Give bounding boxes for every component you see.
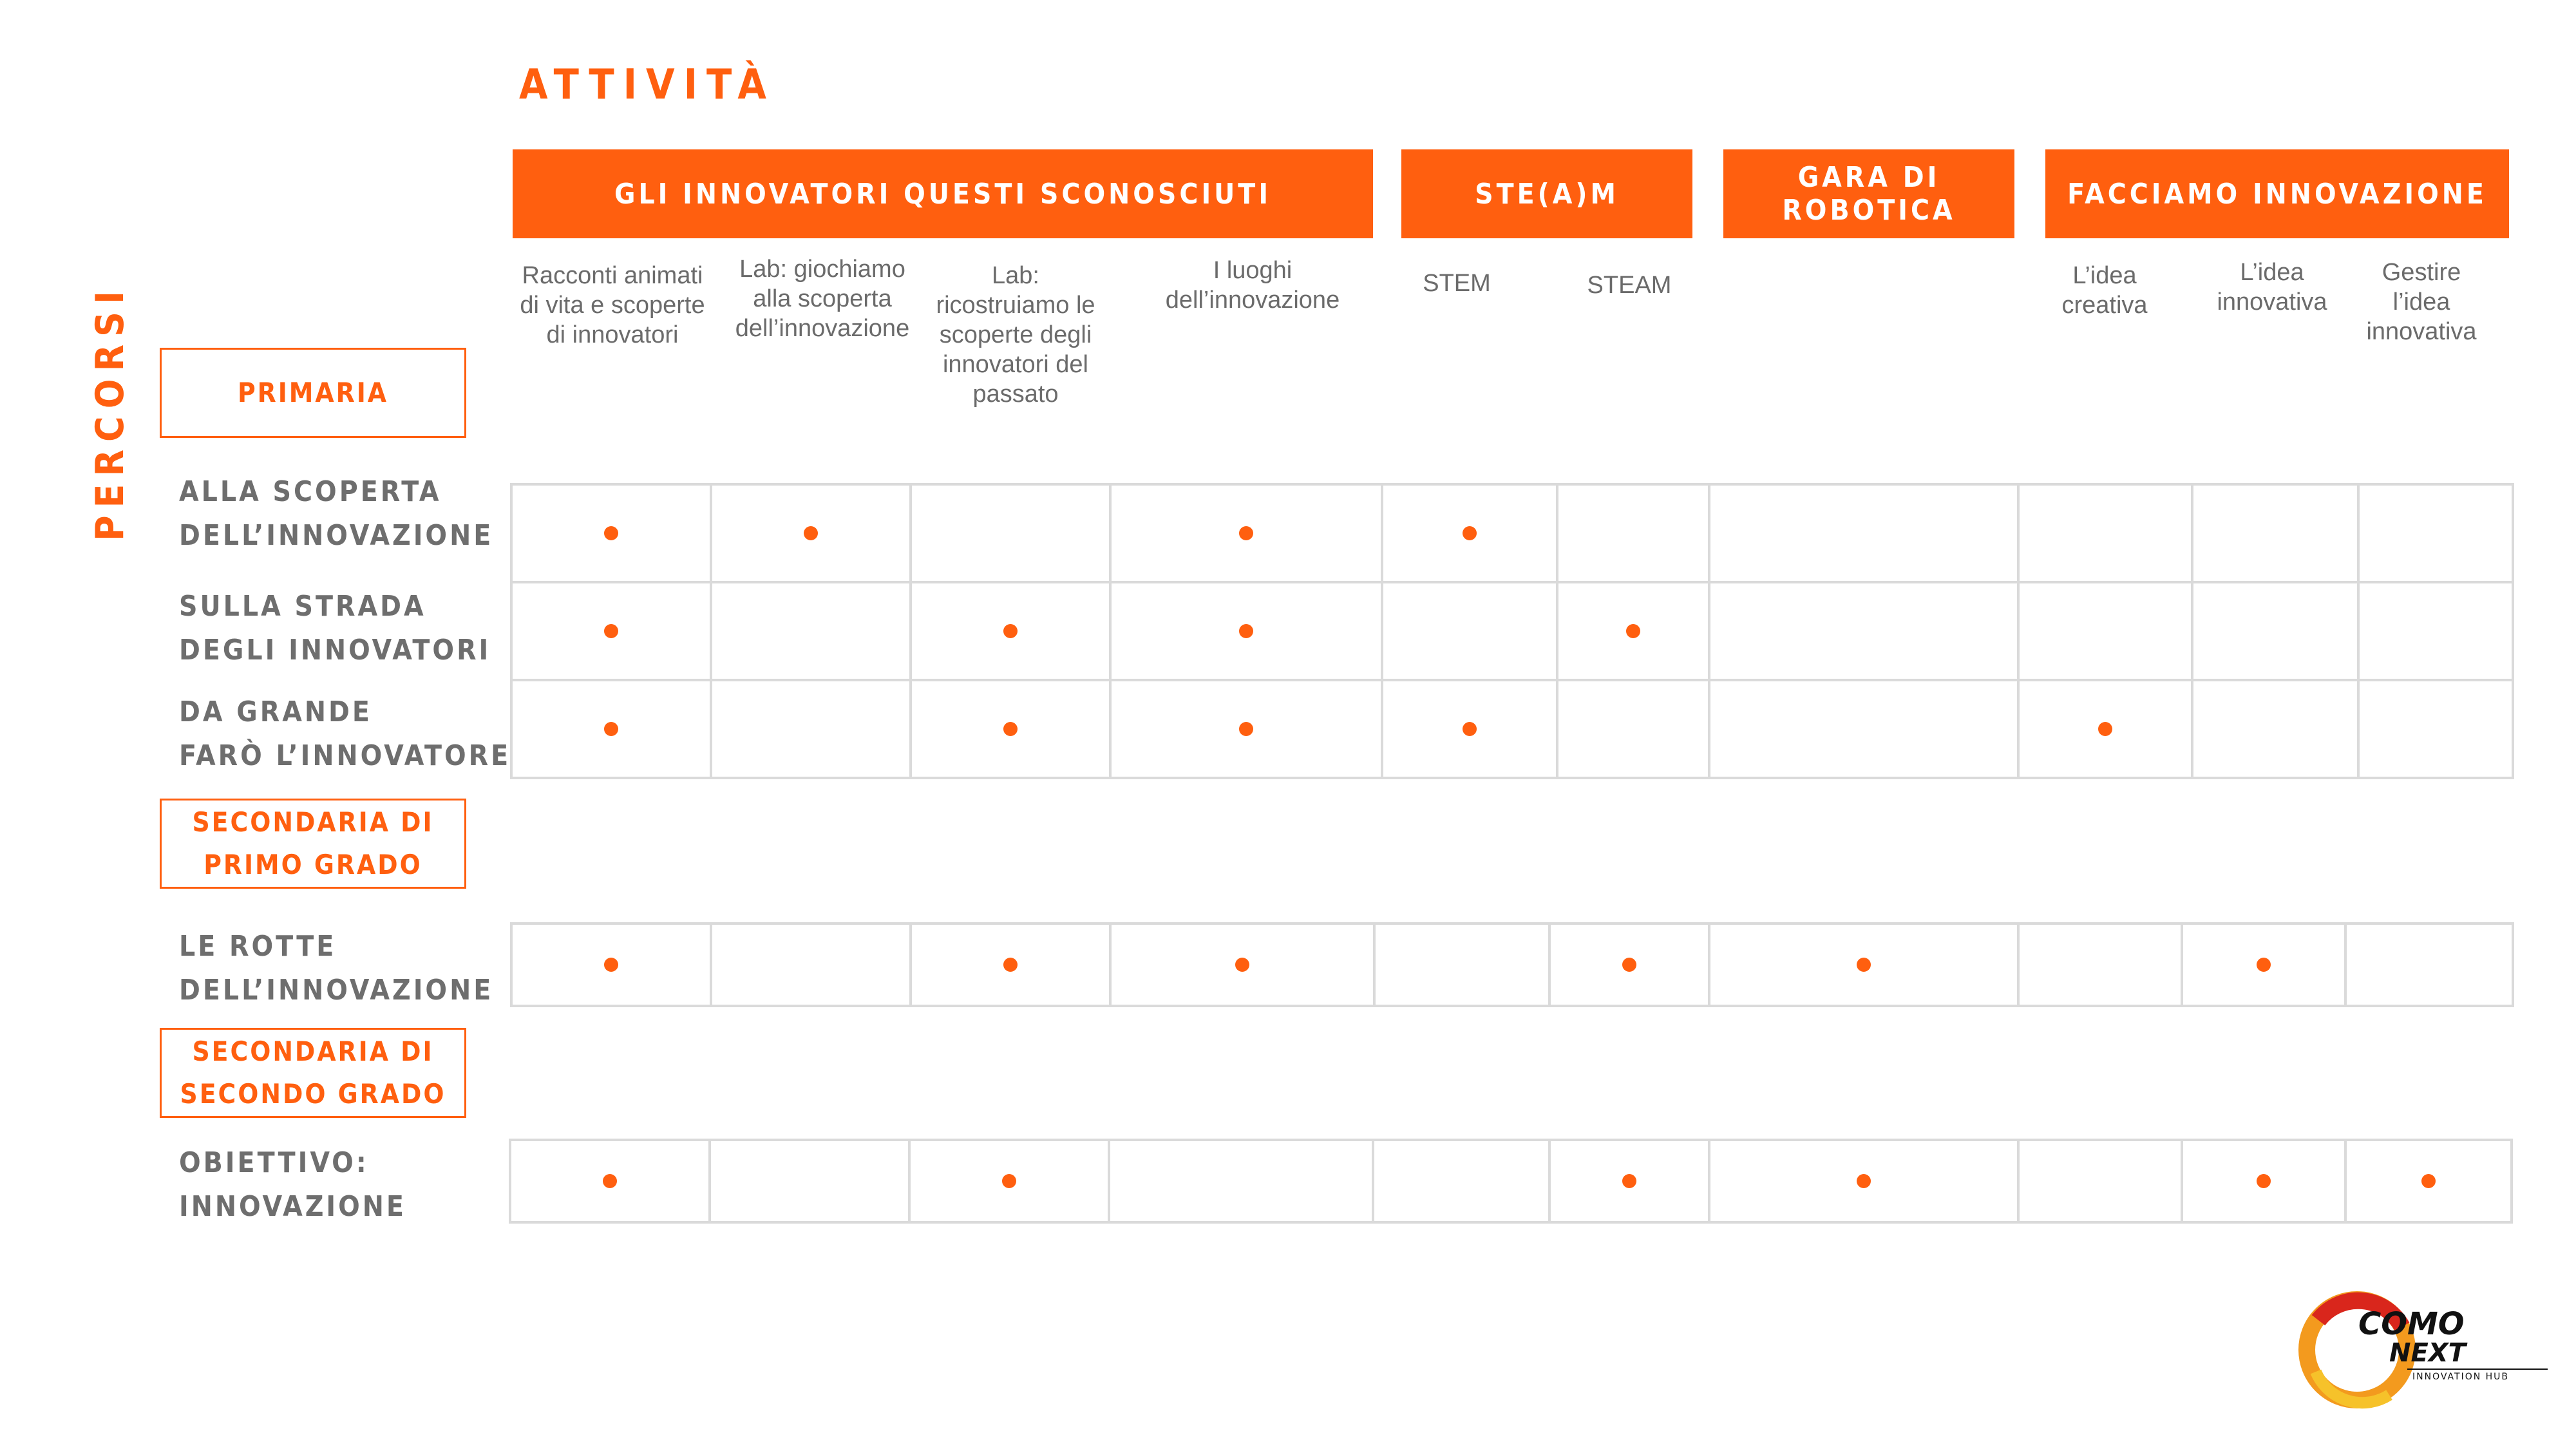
grid-cell bbox=[1374, 923, 1549, 1006]
grid-cell bbox=[511, 484, 711, 582]
activity-header-steam: STE(A)M bbox=[1401, 149, 1692, 238]
grid-cell bbox=[1557, 582, 1709, 680]
grid-cell bbox=[1709, 923, 2018, 1006]
grid-cell bbox=[711, 923, 911, 1006]
grid-cell bbox=[2018, 484, 2192, 582]
grid-cell bbox=[2192, 484, 2358, 582]
grid-cell bbox=[2018, 680, 2192, 778]
svg-text:NEXT: NEXT bbox=[2389, 1338, 2466, 1368]
path-label-sulla-strada: SULLA STRADA DEGLI INNOVATORI bbox=[179, 590, 491, 667]
subactivity-gestire-idea: Gestire l’idea innovativa bbox=[2366, 259, 2477, 345]
grid-cell bbox=[1373, 1140, 1549, 1222]
path-label-da-grande: DA GRANDE FARÒ L’INNOVATORE bbox=[179, 696, 511, 772]
grid-cell bbox=[1709, 484, 2018, 582]
grid-cell bbox=[1549, 1140, 1709, 1222]
grid-cell bbox=[1110, 680, 1382, 778]
grid-primaria bbox=[510, 483, 2514, 779]
bullet-dot-icon bbox=[1003, 958, 1018, 972]
bullet-dot-icon bbox=[1235, 958, 1249, 972]
grid-cell bbox=[1709, 582, 2018, 680]
bullet-dot-icon bbox=[2098, 722, 2112, 736]
grid-cell bbox=[1382, 582, 1557, 680]
table-row bbox=[511, 484, 2513, 582]
table-row bbox=[510, 1140, 2512, 1222]
grid-cell bbox=[2345, 1140, 2512, 1222]
subactivity-idea-innovativa: L’idea innovativa bbox=[2217, 259, 2327, 316]
bullet-dot-icon bbox=[1622, 1174, 1636, 1188]
grid-cell bbox=[710, 1140, 909, 1222]
bullet-dot-icon bbox=[603, 1174, 617, 1188]
grid-cell bbox=[711, 582, 911, 680]
logo-swirl-icon bbox=[2293, 1282, 2550, 1417]
grid-cell bbox=[911, 680, 1110, 778]
bullet-dot-icon bbox=[1003, 624, 1018, 638]
activity-header-robotica: GARA DI ROBOTICA bbox=[1723, 149, 2014, 238]
bullet-dot-icon bbox=[1002, 1174, 1016, 1188]
bullet-dot-icon bbox=[604, 722, 618, 736]
grid-cell bbox=[1709, 680, 2018, 778]
grid-cell bbox=[1549, 923, 1709, 1006]
grid-cell bbox=[2018, 923, 2182, 1006]
grid-cell bbox=[911, 484, 1110, 582]
grid-cell bbox=[711, 680, 911, 778]
subactivity-idea-creativa: L’idea creativa bbox=[2061, 262, 2148, 319]
bullet-dot-icon bbox=[604, 624, 618, 638]
grid-cell bbox=[511, 923, 711, 1006]
bullet-dot-icon bbox=[1622, 958, 1636, 972]
bullet-dot-icon bbox=[2421, 1174, 2436, 1188]
grid-cell bbox=[2358, 680, 2513, 778]
bullet-dot-icon bbox=[1857, 1174, 1871, 1188]
grid-cell bbox=[911, 582, 1110, 680]
school-level-secondaria-primo: SECONDARIA DI PRIMO GRADO bbox=[160, 799, 466, 889]
subactivity-luoghi: I luoghi dell’innovazione bbox=[1165, 257, 1340, 314]
subactivity-stem: STEM bbox=[1423, 270, 1491, 297]
grid-cell bbox=[2182, 923, 2345, 1006]
grid-cell bbox=[911, 923, 1110, 1006]
grid-cell bbox=[2192, 582, 2358, 680]
table-row bbox=[511, 923, 2513, 1006]
grid-cell bbox=[2345, 923, 2513, 1006]
bullet-dot-icon bbox=[1239, 722, 1253, 736]
bullet-dot-icon bbox=[1857, 958, 1871, 972]
table-row bbox=[511, 582, 2513, 680]
comonext-logo bbox=[2293, 1282, 2550, 1417]
grid-cell bbox=[2358, 582, 2513, 680]
grid-cell bbox=[511, 582, 711, 680]
subactivity-steam: STEAM bbox=[1587, 272, 1672, 299]
page-title: ATTIVITÀ bbox=[519, 61, 775, 109]
school-level-primaria: PRIMARIA bbox=[160, 348, 466, 438]
subactivity-lab-ricostruiamo: Lab: ricostruiamo le scoperte degli innovatori del passato bbox=[936, 262, 1095, 408]
grid-cell bbox=[1109, 1140, 1373, 1222]
grid-cell bbox=[1382, 680, 1557, 778]
grid-cell bbox=[711, 484, 911, 582]
bullet-dot-icon bbox=[1239, 526, 1253, 540]
table-row bbox=[511, 680, 2513, 778]
school-level-secondaria-secondo: SECONDARIA DI SECONDO GRADO bbox=[160, 1028, 466, 1118]
bullet-dot-icon bbox=[1003, 722, 1018, 736]
bullet-dot-icon bbox=[2257, 958, 2271, 972]
activity-header-innovatori: GLI INNOVATORI QUESTI SCONOSCIUTI bbox=[513, 149, 1373, 238]
bullet-dot-icon bbox=[604, 958, 618, 972]
bullet-dot-icon bbox=[1463, 722, 1477, 736]
bullet-dot-icon bbox=[2257, 1174, 2271, 1188]
grid-cell bbox=[2182, 1140, 2345, 1222]
svg-text:COMO: COMO bbox=[2358, 1306, 2465, 1342]
bullet-dot-icon bbox=[604, 526, 618, 540]
grid-cell bbox=[2192, 680, 2358, 778]
grid-cell bbox=[2018, 582, 2192, 680]
bullet-dot-icon bbox=[1239, 624, 1253, 638]
svg-text:INNOVATION HUB: INNOVATION HUB bbox=[2412, 1372, 2510, 1382]
grid-cell bbox=[511, 680, 711, 778]
grid-cell bbox=[1709, 1140, 2018, 1222]
path-label-le-rotte: LE ROTTE DELL’INNOVAZIONE bbox=[179, 930, 494, 1007]
grid-cell bbox=[1110, 582, 1382, 680]
bullet-dot-icon bbox=[804, 526, 818, 540]
subactivity-racconti: Racconti animati di vita e scoperte di innovatori bbox=[520, 262, 705, 348]
activity-header-facciamo-innovazione: FACCIAMO INNOVAZIONE bbox=[2045, 149, 2509, 238]
grid-secondaria-primo bbox=[510, 922, 2514, 1007]
subactivity-lab-giochiamo: Lab: giochiamo alla scoperta dell’innovazione bbox=[735, 256, 910, 342]
grid-cell bbox=[1557, 680, 1709, 778]
grid-cell bbox=[2018, 1140, 2182, 1222]
grid-cell bbox=[1382, 484, 1557, 582]
grid-cell bbox=[1110, 923, 1374, 1006]
side-title: PERCORSI bbox=[88, 283, 133, 541]
bullet-dot-icon bbox=[1626, 624, 1640, 638]
grid-cell bbox=[2358, 484, 2513, 582]
grid-cell bbox=[1557, 484, 1709, 582]
path-label-obiettivo: OBIETTIVO: INNOVAZIONE bbox=[179, 1146, 406, 1223]
grid-cell bbox=[510, 1140, 710, 1222]
grid-secondaria-secondo bbox=[509, 1139, 2513, 1224]
grid-cell bbox=[1110, 484, 1382, 582]
bullet-dot-icon bbox=[1463, 526, 1477, 540]
grid-cell bbox=[909, 1140, 1109, 1222]
path-label-alla-scoperta: ALLA SCOPERTA DELL’INNOVAZIONE bbox=[179, 475, 494, 552]
